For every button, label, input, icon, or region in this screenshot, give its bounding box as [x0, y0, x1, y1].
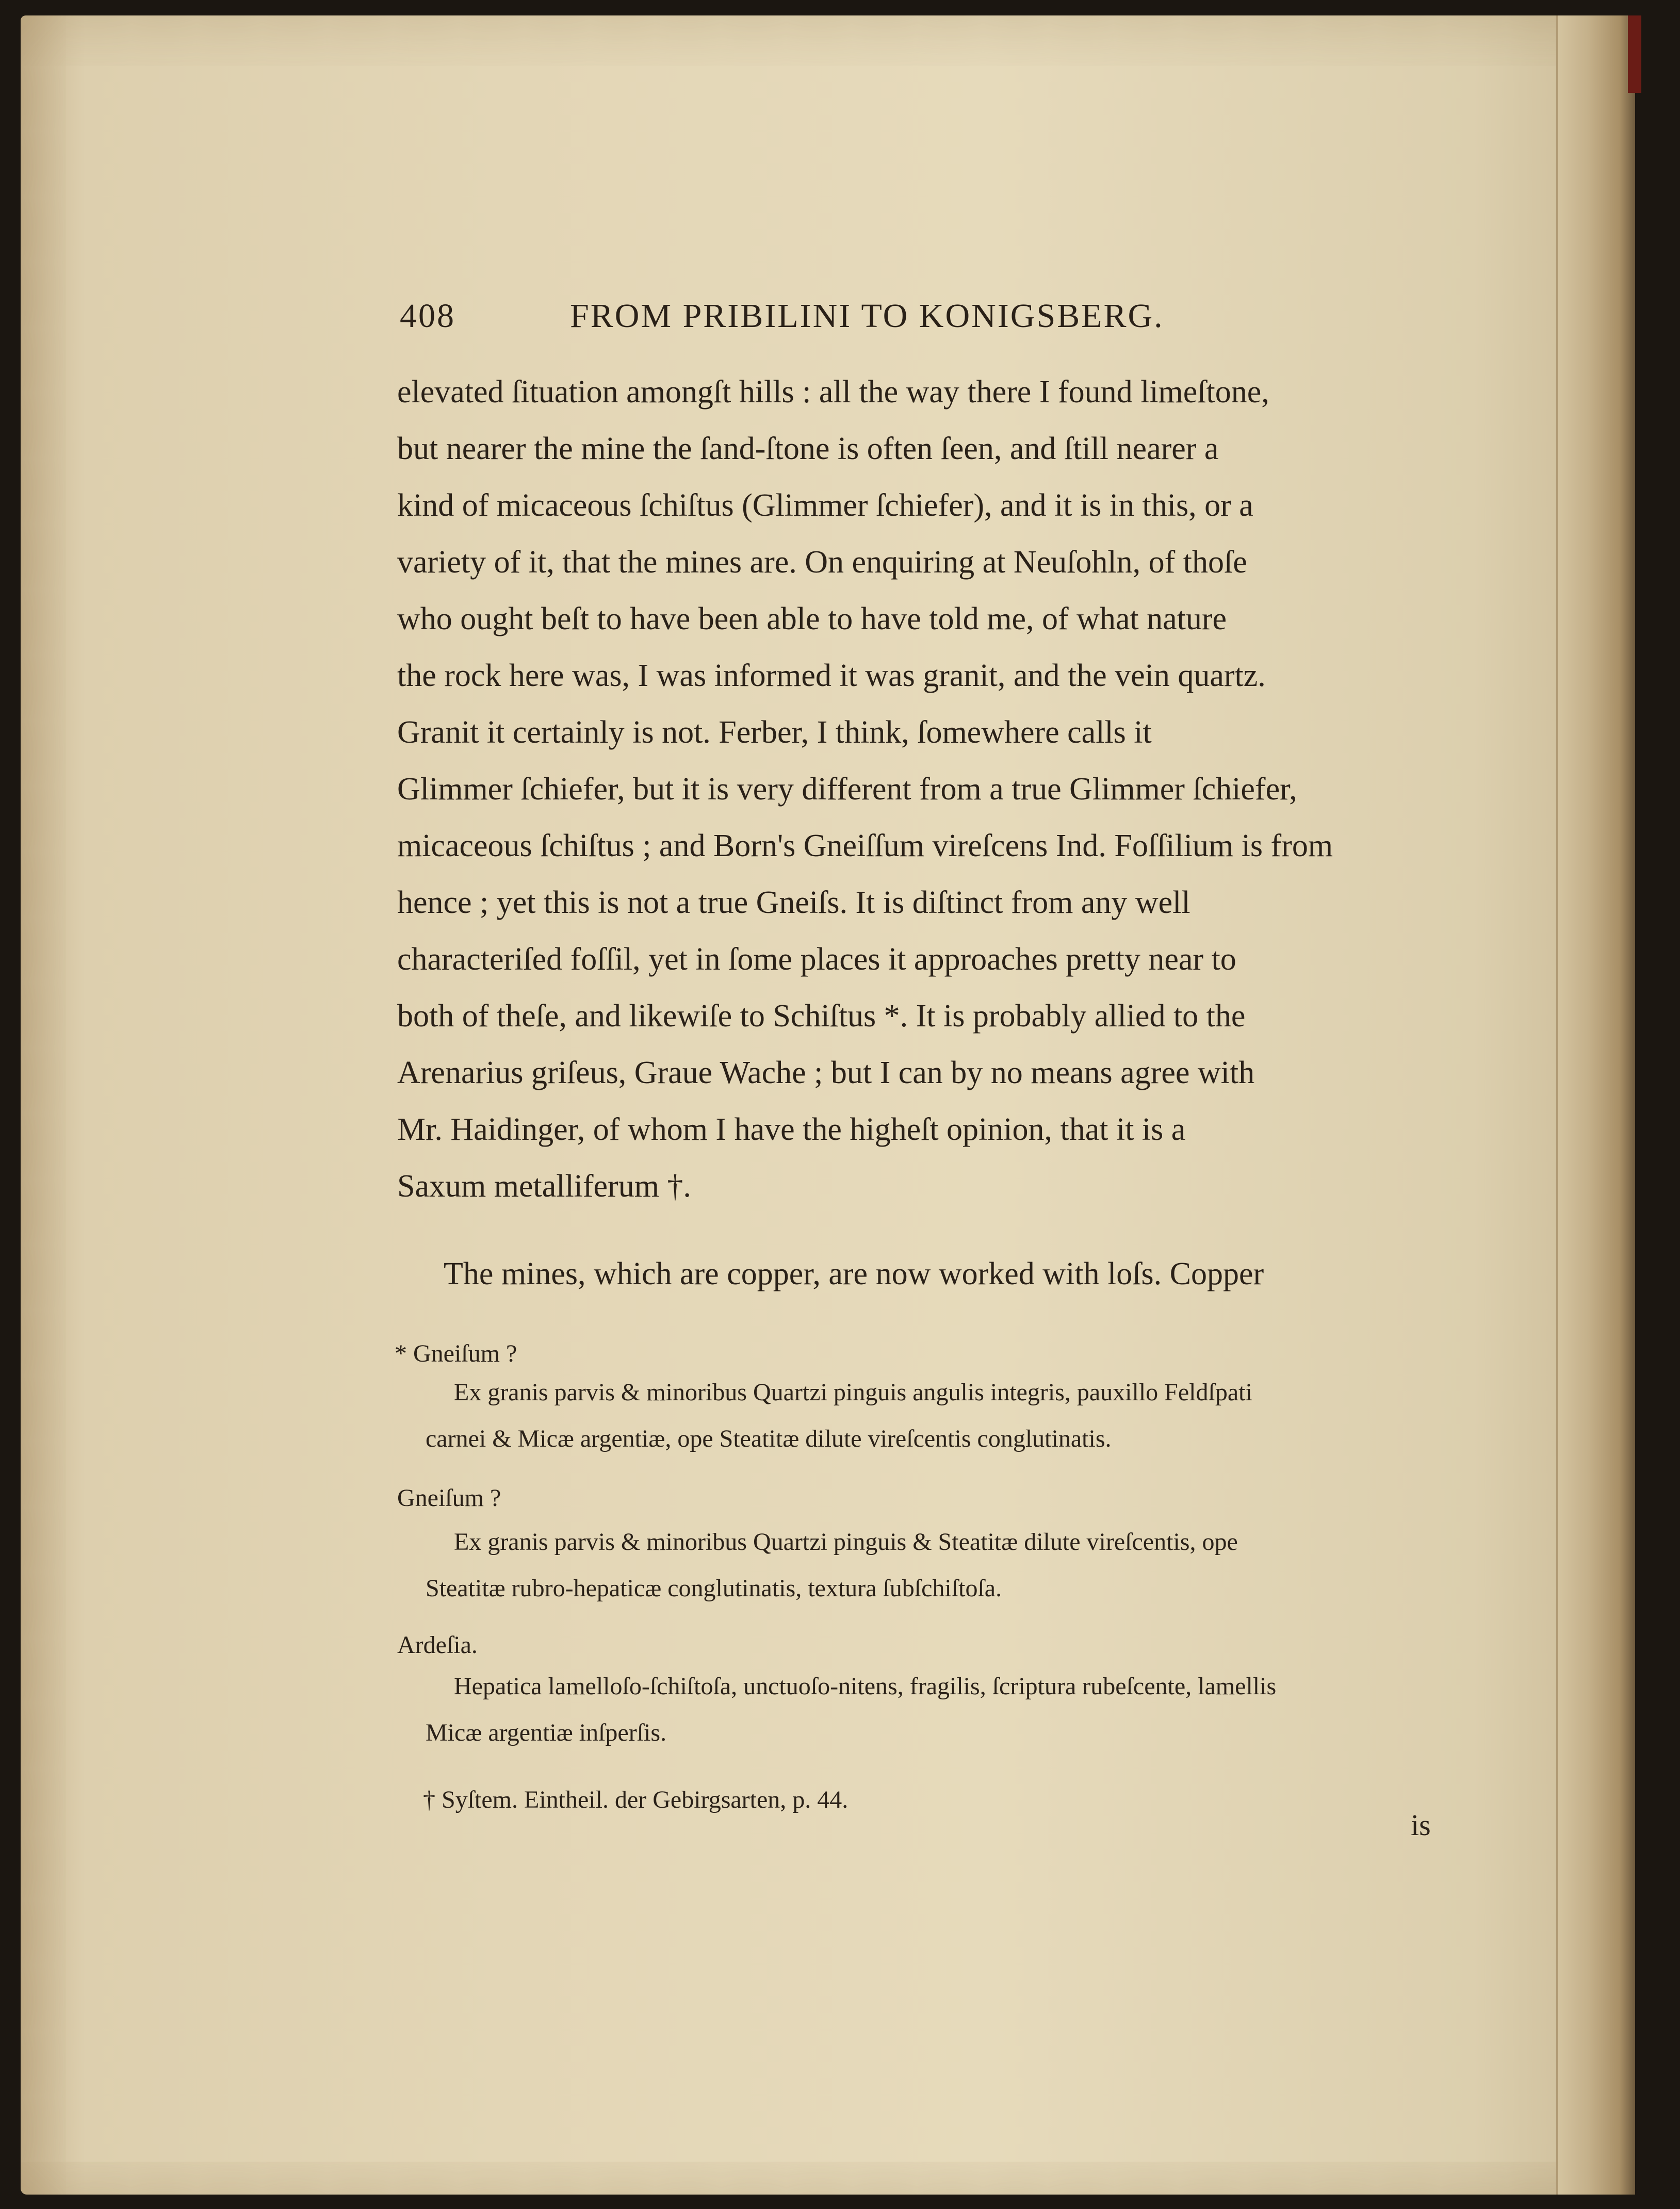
text-line: micaceous ſchiſtus ; and Born's Gneiſſum vireſcens Ind. Foſſilium is from [397, 828, 1333, 863]
text-line: hence ; yet this is not a true Gneiſs. It is diſtinct from any well [397, 885, 1190, 920]
text-line: the rock here was, I was informed it was granit, and the vein quartz. [397, 658, 1266, 693]
footnote-3-line-2: Micæ argentiæ inſperſis. [426, 1719, 667, 1746]
page-header [400, 291, 1431, 348]
footnote-2-label: Gneiſum ? [397, 1484, 501, 1512]
text-line: who ought beſt to have been able to have told me, of what nature [397, 601, 1227, 636]
text-line: Arenarius griſeus, Graue Wache ; but I can by no means agree with [397, 1055, 1255, 1090]
text-line: characteriſed foſſil, yet in ſome places it approaches pretty near to [397, 942, 1236, 977]
footnote-1-label: * Gneiſum ? [395, 1340, 517, 1367]
footnote-2-line-2: Steatitæ rubro-hepaticæ conglutinatis, textura ſubſchiſtoſa. [426, 1575, 1002, 1602]
footnote-1-line-2: carnei & Micæ argentiæ, ope Steatitæ dilute vireſcentis conglutinatis. [426, 1425, 1112, 1452]
footnote-1-line-1: Ex granis parvis & minoribus Quartzi pinguis angulis integris, pauxillo Feldſpati [454, 1379, 1252, 1406]
footnote-3-label: Ardeſia. [397, 1631, 478, 1659]
page-number: 408 [400, 297, 455, 335]
footnote-2-line-1: Ex granis parvis & minoribus Quartzi pinguis & Steatitæ dilute vireſcentis, ope [454, 1528, 1238, 1556]
catchword: is [1411, 1808, 1431, 1842]
running-title: FROM PRIBILINI TO KONIGSBERG. [570, 297, 1164, 335]
text-line: elevated ſituation amongſt hills : all the way there I found limeſtone, [397, 374, 1269, 410]
text-line: Glimmer ſchiefer, but it is very different from a true Glimmer ſchiefer, [397, 772, 1297, 807]
text-line: Mr. Haidinger, of whom I have the higheſt opinion, that it is a [397, 1112, 1186, 1147]
paragraph-2-line: The mines, which are copper, are now worked with loſs. Copper [444, 1256, 1264, 1291]
footnote-3-line-1: Hepatica lamelloſo-ſchiſtoſa, unctuoſo-nitens, fragilis, ſcriptura rubeſcente, lamellis [454, 1673, 1277, 1700]
text-line: but nearer the mine the ſand-ſtone is often ſeen, and ſtill nearer a [397, 431, 1219, 466]
binding-edge [1628, 15, 1641, 93]
text-line: kind of micaceous ſchiſtus (Glimmer ſchiefer), and it is in this, or a [397, 488, 1253, 523]
text-line: variety of it, that the mines are. On enquiring at Neuſohln, of thoſe [397, 545, 1247, 580]
page-gutter [1556, 15, 1635, 2195]
text-line: Granit it certainly is not. Ferber, I think, ſomewhere calls it [397, 715, 1152, 750]
text-line: Saxum metalliferum †. [397, 1169, 691, 1204]
text-line: both of theſe, and likewiſe to Schiſtus *. It is probably allied to the [397, 999, 1246, 1034]
footnote-dagger: † Syſtem. Eintheil. der Gebirgsarten, p. 44. [423, 1786, 849, 1813]
